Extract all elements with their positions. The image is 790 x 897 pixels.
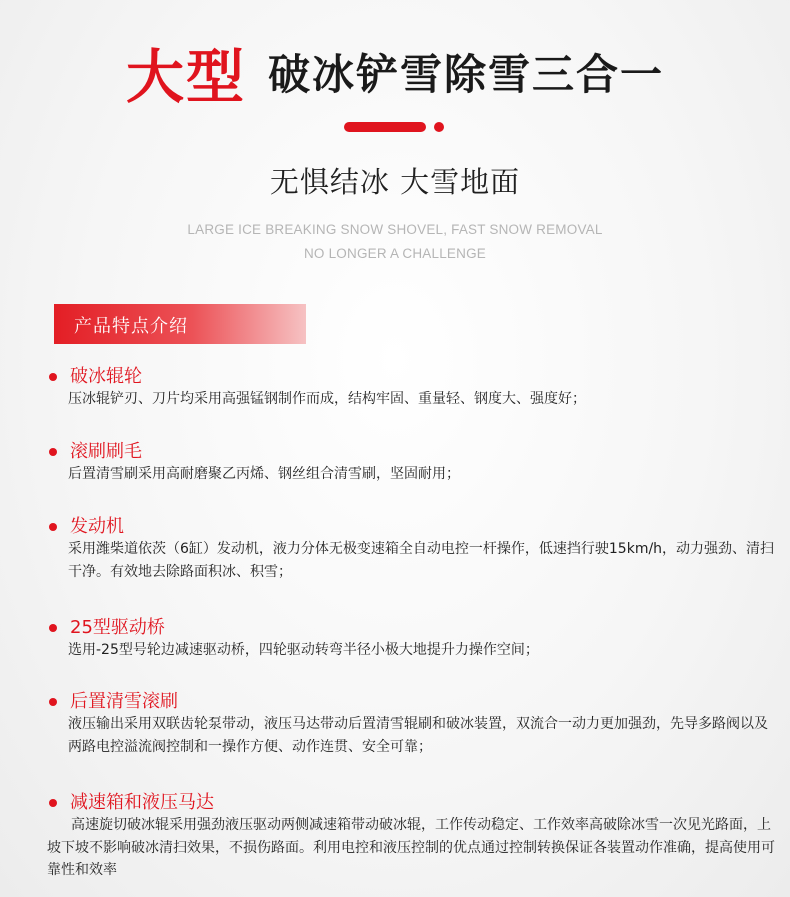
bullet-icon: [49, 799, 57, 807]
bullet-icon: [49, 373, 57, 381]
feature-title: 破冰辊轮: [70, 366, 142, 387]
english-tagline-line-2: NO LONGER A CHALLENGE: [303, 246, 486, 261]
feature-description: 选用-25型号轮边减速驱动桥，四轮驱动转弯半径小极大地提升力操作空间；: [68, 642, 539, 658]
bullet-icon: [49, 448, 57, 456]
bullet-icon: [49, 698, 57, 706]
feature-title: 滚刷刷毛: [70, 441, 142, 462]
feature-description: 高速旋切破冰辊采用强劲液压驱动两侧减速箱带动破冰辊，工作传动稳定、工作效率高破除冰雪一次见光路面，上坡下坡不影响破冰清扫效果，不损伤路面。利用电控和液压控制的优点通过控制转换保证各装置动作准确，提高使用可靠性和效率: [47, 817, 775, 878]
feature-description: 液压输出采用双联齿轮泵带动，液压马达带动后置清雪辊刷和破冰装置，双流合一动力更加强劲，先导多路阀以及两路电控溢流阀控制和一操作方便、动作连贯、安全可靠；: [68, 716, 768, 755]
bullet-icon: [49, 523, 57, 531]
divider-bar: [344, 122, 426, 132]
divider-dot: [434, 122, 444, 132]
hero-main-text: 破冰铲雪除雪三合一: [268, 50, 665, 99]
feature-title: 减速箱和液压马达: [70, 792, 214, 813]
hero-title: [0, 30, 790, 114]
section-header-label: 产品特点介绍: [74, 316, 188, 337]
bullet-icon: [49, 624, 57, 632]
feature-description: 采用潍柴道依茨（6缸）发动机，液力分体无极变速箱全自动电控一杆操作，低速挡行驶15km/h，动力强劲、清扫干净。有效地去除路面积冰、积雪；: [68, 541, 775, 580]
english-tagline-line-1: LARGE ICE BREAKING SNOW SHOVEL, FAST SNOW REMOVAL: [187, 222, 603, 237]
feature-description: 压冰辊铲刃、刀片均采用高强锰钢制作而成，结构牢固、重量轻、钢度大、强度好；: [68, 391, 586, 407]
subtitle: 无惧结冰 大雪地面: [269, 165, 521, 199]
feature-title: 25型驱动桥: [70, 617, 165, 638]
feature-title: 发动机: [70, 516, 124, 537]
feature-description: 后置清雪刷采用高耐磨聚乙丙烯、钢丝组合清雪刷，坚固耐用；: [68, 466, 460, 482]
hero-accent-text: 大型: [125, 43, 246, 111]
feature-title: 后置清雪滚刷: [70, 691, 178, 712]
section-header: [54, 304, 306, 344]
